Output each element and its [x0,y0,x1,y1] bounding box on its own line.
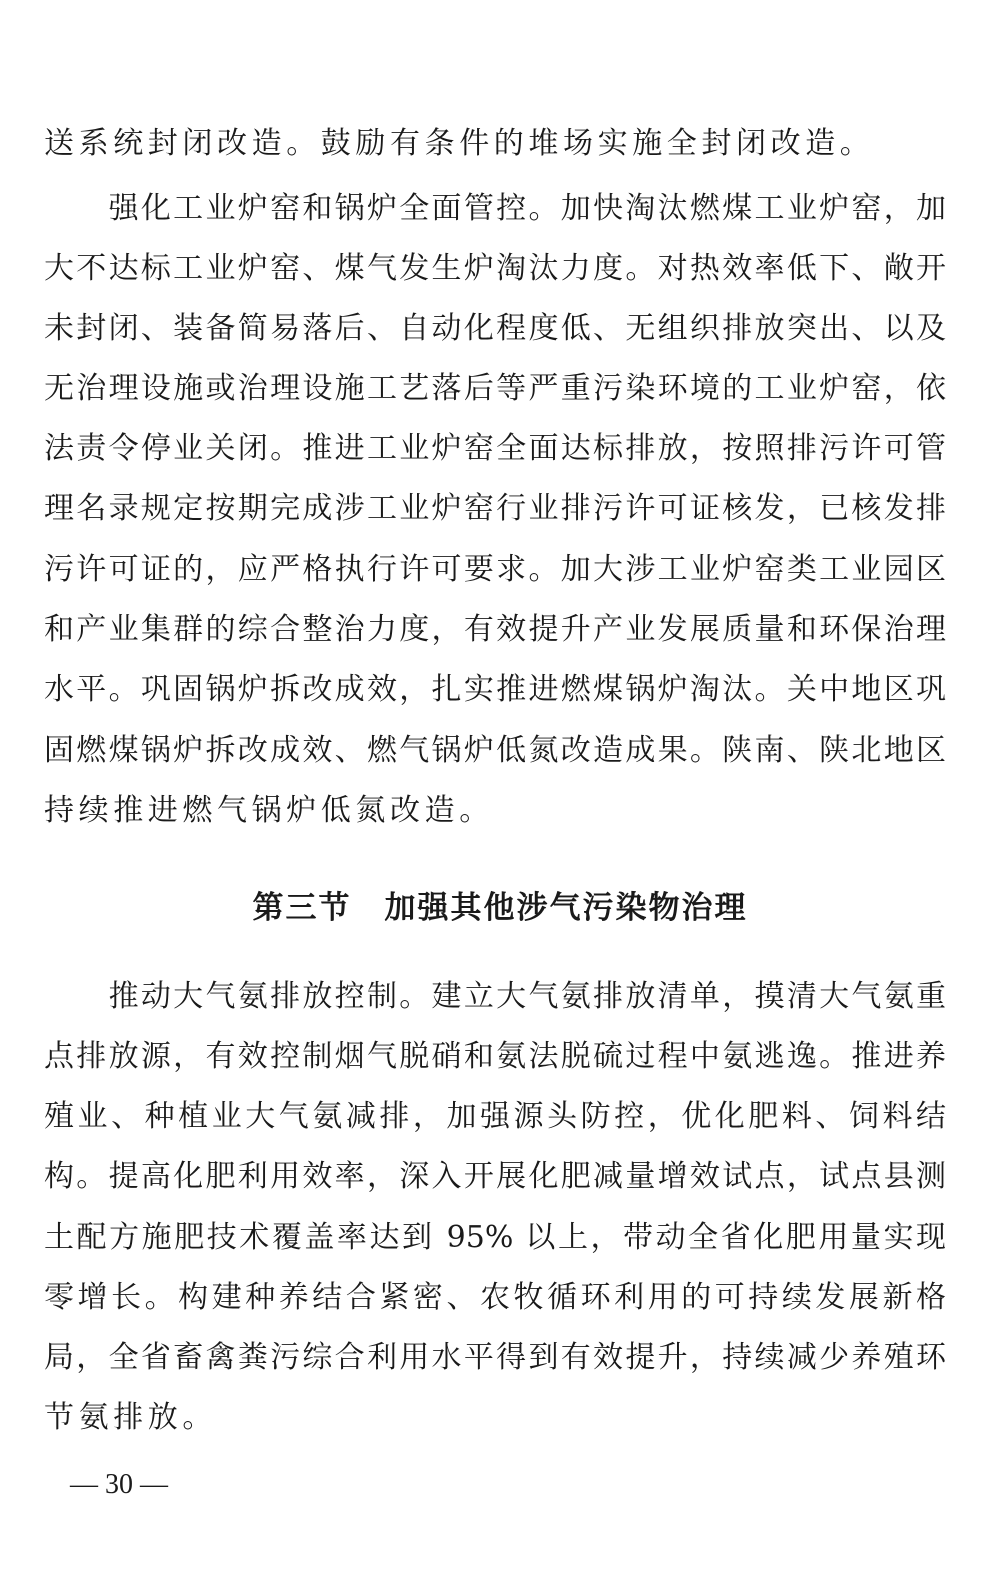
text-line: 无治理设施或治理设施工艺落后等严重污染环境的工业炉窑，依 [44,371,946,406]
section-heading: 第三节 加强其他涉气污染物治理 [252,890,748,926]
text-line: 水平。巩固锅炉拆改成效，扎实推进燃煤锅炉淘汰。关中地区巩 [44,672,946,707]
text-line: 点排放源，有效控制烟气脱硝和氨法脱硫过程中氨逃逸。推进养 [44,1039,946,1074]
text-line: 理名录规定按期完成涉工业炉窑行业排污许可证核发，已核发排 [44,491,946,526]
text-line: 持续推进燃气锅炉低氮改造。 [44,793,494,828]
text-line: 构。提高化肥利用效率，深入开展化肥减量增效试点，试点县测 [44,1159,946,1194]
text-line: 局，全省畜禽粪污综合利用水平得到有效提升，持续减少养殖环 [44,1340,946,1375]
page-number: — 30 — [70,1469,168,1500]
text-line: 土配方施肥技术覆盖率达到 95% 以上，带动全省化肥用量实现 [44,1220,946,1255]
text-line: 大不达标工业炉窑、煤气发生炉淘汰力度。对热效率低下、敞开 [44,251,946,286]
text-line: 零增长。构建种养结合紧密、农牧循环利用的可持续发展新格 [44,1280,946,1315]
text-line: 殖业、种植业大气氨减排，加强源头防控，优化肥料、饲料结 [44,1099,946,1134]
text-line: 推动大气氨排放控制。建立大气氨排放清单，摸清大气氨重 [44,979,946,1014]
text-line: 和产业集群的综合整治力度，有效提升产业发展质量和环保治理 [44,612,946,647]
text-line: 固燃煤锅炉拆改成效、燃气锅炉低氮改造成果。陕南、陕北地区 [44,733,946,768]
text-line: 送系统封闭改造。鼓励有条件的堆场实施全封闭改造。 [44,126,875,161]
text-line: 污许可证的，应严格执行许可要求。加大涉工业炉窑类工业园区 [44,552,946,587]
text-line: 未封闭、装备简易落后、自动化程度低、无组织排放突出、以及 [44,311,946,346]
text-line: 法责令停业关闭。推进工业炉窑全面达标排放，按照排污许可管 [44,431,946,466]
text-line: 节氨排放。 [44,1400,217,1435]
text-line: 强化工业炉窑和锅炉全面管控。加快淘汰燃煤工业炉窑，加 [44,191,946,226]
